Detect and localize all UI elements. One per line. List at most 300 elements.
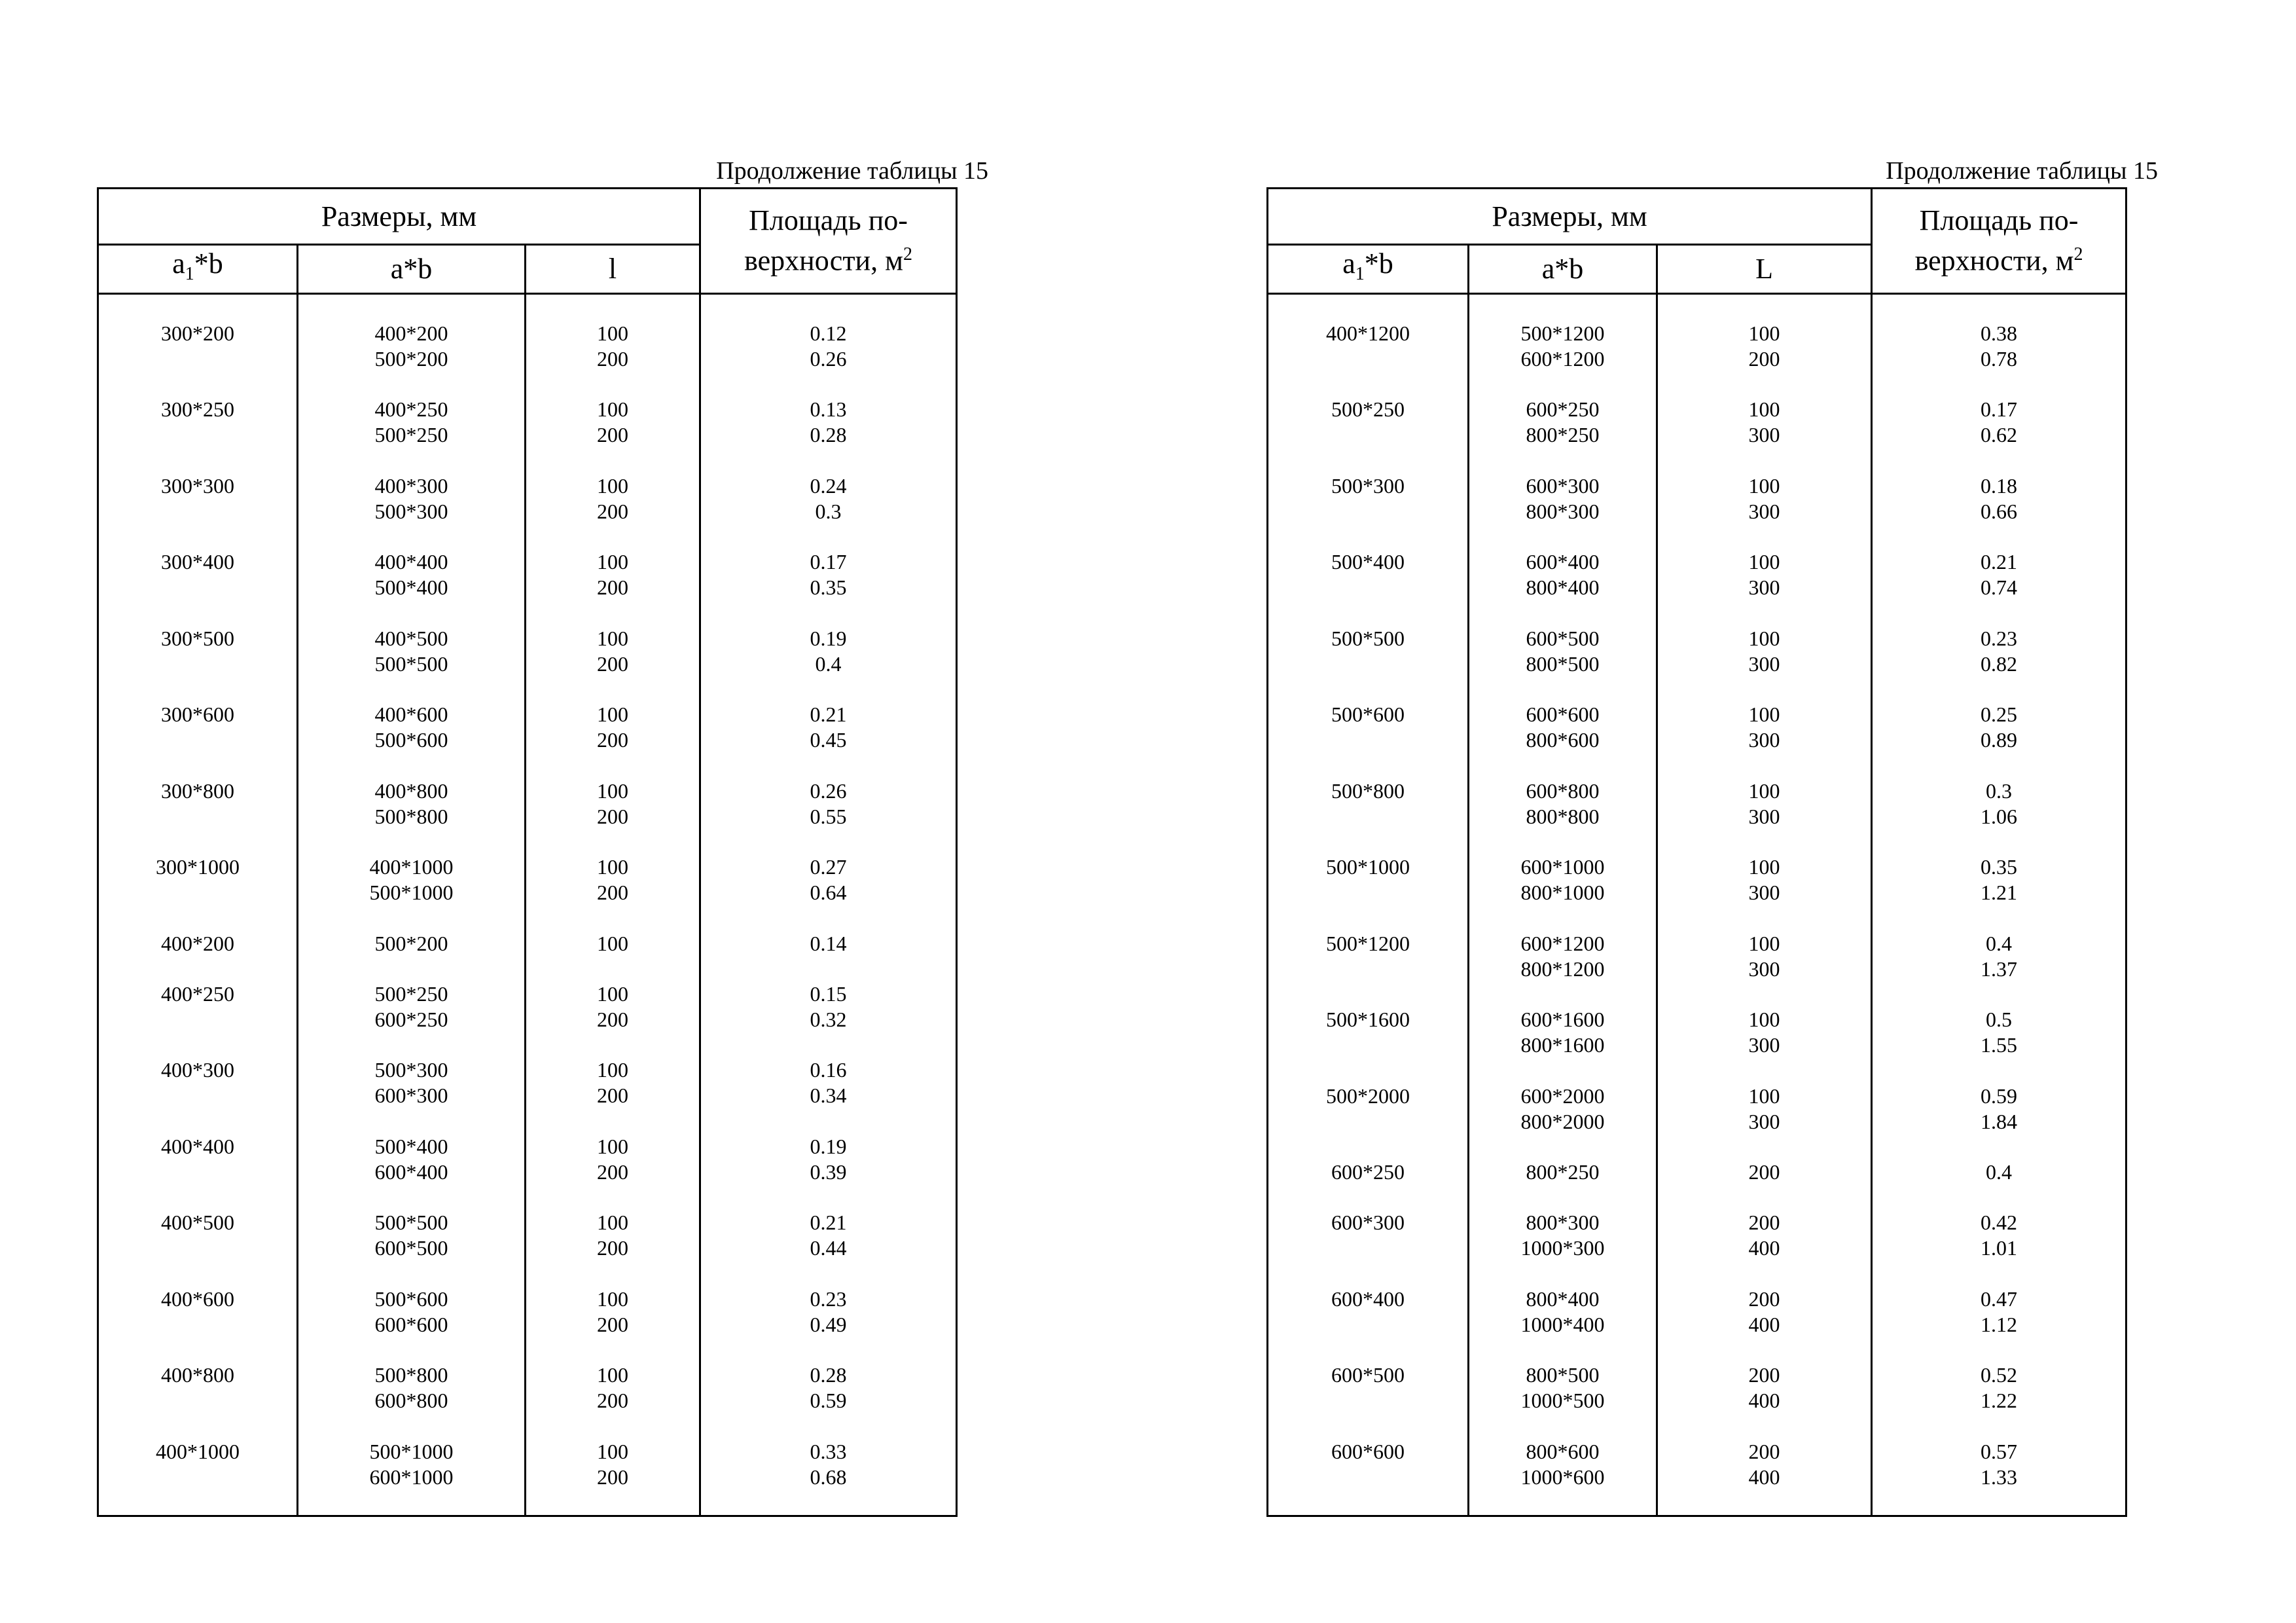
header-area-line1: Площадь по- xyxy=(749,204,908,237)
table-row-group xyxy=(1658,778,1871,855)
cell-ab: 500*400 xyxy=(374,575,448,600)
cell-area: 0.28 xyxy=(810,1363,847,1387)
cell-area: 0.33 xyxy=(810,1439,847,1463)
table-row-group xyxy=(1658,1007,1871,1084)
cell-l: 200 xyxy=(597,423,628,447)
cell-ab: 800*600 xyxy=(1526,728,1600,752)
cell-ab: 1000*500 xyxy=(1520,1389,1605,1413)
cell-l: 100 xyxy=(1748,473,1780,498)
cell-a1b: 500*1600 xyxy=(1326,1008,1410,1032)
table-row-group xyxy=(1658,626,1871,702)
cell-ab: 600*1200 xyxy=(1520,346,1605,371)
table-row-group xyxy=(1658,549,1871,626)
cell-l: 100 xyxy=(1748,550,1780,574)
table-row-group xyxy=(1658,397,1871,473)
table-caption: Продолжение таблицы 15 xyxy=(1886,157,2158,185)
col-l xyxy=(1657,293,1872,1516)
table-row-group xyxy=(1469,626,1656,702)
col-area xyxy=(700,293,957,1516)
cell-a1b: 400*250 xyxy=(161,981,234,1006)
table-row-group xyxy=(1268,1210,1467,1286)
cell-area: 0.4 xyxy=(1986,1160,2013,1184)
cell-l: 100 xyxy=(597,321,628,345)
cell-area: 0.34 xyxy=(810,1084,847,1108)
cell-l: 100 xyxy=(597,1058,628,1082)
cell-l: 200 xyxy=(597,651,628,676)
cell-ab: 800*400 xyxy=(1526,575,1600,600)
cell-l: 100 xyxy=(597,702,628,727)
cell-ab: 500*800 xyxy=(374,804,448,828)
cell-l: 100 xyxy=(1748,778,1780,803)
cell-l: 200 xyxy=(597,1007,628,1031)
cell-a1b: 600*250 xyxy=(1331,1160,1405,1184)
header-area-sup: 2 xyxy=(2073,244,2083,265)
table-row-group xyxy=(99,1057,296,1134)
cell-area: 0.68 xyxy=(810,1465,847,1489)
table-row-group xyxy=(1469,473,1656,550)
cell-area: 0.39 xyxy=(810,1159,847,1184)
cell-area: 0.16 xyxy=(810,1058,847,1082)
cell-area: 0.23 xyxy=(1981,626,2018,650)
table-row-group xyxy=(1873,1007,2125,1084)
cell-l: 300 xyxy=(1748,728,1780,752)
table-row-group xyxy=(99,1362,296,1439)
table-row-group xyxy=(701,549,956,626)
table-row-group xyxy=(99,1210,296,1286)
col-l xyxy=(526,293,700,1516)
table-row-group xyxy=(1469,854,1656,931)
table-row-group xyxy=(1873,397,2125,473)
table-row-group xyxy=(1469,702,1656,778)
table-row-group xyxy=(298,473,524,550)
cell-l: 200 xyxy=(597,499,628,523)
cell-area: 0.26 xyxy=(810,346,847,371)
table-row-group xyxy=(1268,702,1467,778)
cell-a1b: 500*1000 xyxy=(1326,855,1410,879)
right-table xyxy=(1266,187,2127,1517)
table-row-group xyxy=(99,931,296,981)
col-a1b xyxy=(1268,293,1469,1516)
cell-area: 0.17 xyxy=(810,550,847,574)
cell-l: 200 xyxy=(597,1084,628,1108)
table-row-group xyxy=(1658,1362,1871,1439)
cell-l: 100 xyxy=(597,981,628,1006)
table-row-group xyxy=(99,397,296,473)
table-row-group xyxy=(99,1286,296,1363)
cell-l: 200 xyxy=(1748,346,1780,371)
cell-ab: 800*1200 xyxy=(1520,957,1605,981)
table-row-group xyxy=(1873,702,2125,778)
cell-area: 0.66 xyxy=(1981,499,2018,523)
table-row-group xyxy=(526,778,699,855)
cell-l: 200 xyxy=(597,804,628,828)
table-row-group xyxy=(1469,321,1656,397)
cell-l: 300 xyxy=(1748,881,1780,905)
cell-a1b: 400*1000 xyxy=(156,1439,240,1463)
cell-ab: 800*1600 xyxy=(1520,1033,1605,1057)
cell-area: 1.33 xyxy=(1981,1465,2018,1489)
cell-area: 0.38 xyxy=(1981,321,2018,345)
cell-area: 0.42 xyxy=(1981,1211,2018,1235)
table-row-group xyxy=(1268,931,1467,1008)
table-row-group xyxy=(526,931,699,981)
header-area-sup: 2 xyxy=(903,244,912,265)
table-row-group xyxy=(1268,626,1467,702)
header-area-line1: Площадь по- xyxy=(1919,204,2079,237)
cell-ab: 500*600 xyxy=(374,1286,448,1311)
cell-l: 200 xyxy=(597,1465,628,1489)
table-row-group xyxy=(298,778,524,855)
header-area xyxy=(700,189,957,294)
table-row-group xyxy=(701,321,956,397)
cell-l: 200 xyxy=(597,1312,628,1336)
table-row-group xyxy=(701,473,956,550)
table-row-group xyxy=(1268,549,1467,626)
table-row-group xyxy=(1658,473,1871,550)
cell-l: 200 xyxy=(597,346,628,371)
col-area xyxy=(1872,293,2126,1516)
table-row-group xyxy=(701,854,956,931)
cell-ab: 600*300 xyxy=(1526,473,1600,498)
cell-l: 200 xyxy=(597,728,628,752)
cell-ab: 400*400 xyxy=(374,550,448,574)
cell-ab: 500*500 xyxy=(374,1211,448,1235)
table-row-group xyxy=(298,702,524,778)
cell-area: 0.57 xyxy=(1981,1439,2018,1463)
table-row-group xyxy=(1658,1084,1871,1160)
table-row-group xyxy=(701,778,956,855)
table-row-group xyxy=(526,1210,699,1286)
cell-l: 300 xyxy=(1748,1033,1780,1057)
cell-ab: 500*400 xyxy=(374,1134,448,1158)
header-area xyxy=(1872,189,2126,294)
cell-area: 0.55 xyxy=(810,804,847,828)
table-row-group xyxy=(1268,778,1467,855)
header-ab: a*b xyxy=(1469,245,1657,294)
cell-l: 200 xyxy=(1748,1439,1780,1463)
table-row-group xyxy=(298,397,524,473)
cell-a1b: 300*200 xyxy=(161,321,234,345)
cell-ab: 500*1000 xyxy=(369,1439,454,1463)
table-row-group xyxy=(1469,549,1656,626)
table-row-group xyxy=(1873,1159,2125,1210)
cell-l: 300 xyxy=(1748,499,1780,523)
table-row-group xyxy=(298,981,524,1058)
cell-l: 400 xyxy=(1748,1389,1780,1413)
cell-area: 0.3 xyxy=(1986,778,2013,803)
table-row-group xyxy=(701,1210,956,1286)
cell-area: 0.24 xyxy=(810,473,847,498)
cell-area: 0.28 xyxy=(810,423,847,447)
table-row-group xyxy=(99,321,296,397)
cell-a1b: 600*500 xyxy=(1331,1363,1405,1387)
cell-a1b: 400*1200 xyxy=(1326,321,1410,345)
cell-area: 0.5 xyxy=(1986,1008,2013,1032)
table-row-group xyxy=(1268,1007,1467,1084)
table-row-group xyxy=(701,931,956,981)
table-row-group xyxy=(701,1286,956,1363)
cell-ab: 500*250 xyxy=(374,423,448,447)
col-ab xyxy=(1469,293,1657,1516)
cell-l: 100 xyxy=(597,1439,628,1463)
cell-a1b: 300*300 xyxy=(161,473,234,498)
table-row-group xyxy=(526,321,699,397)
table-row-group xyxy=(99,981,296,1058)
cell-area: 0.4 xyxy=(1986,931,2013,955)
header-area-line2: верхности, м xyxy=(744,244,903,277)
cell-ab: 1000*400 xyxy=(1520,1312,1605,1336)
cell-l: 100 xyxy=(597,931,628,955)
cell-area: 0.26 xyxy=(810,778,847,803)
cell-ab: 400*600 xyxy=(374,702,448,727)
cell-ab: 800*300 xyxy=(1526,1211,1600,1235)
table-row-group xyxy=(1268,321,1467,397)
cell-l: 400 xyxy=(1748,1312,1780,1336)
col-ab xyxy=(298,293,526,1516)
cell-l: 100 xyxy=(1748,321,1780,345)
cell-ab: 800*250 xyxy=(1526,1160,1600,1184)
cell-l: 200 xyxy=(1748,1363,1780,1387)
cell-ab: 500*600 xyxy=(374,728,448,752)
cell-l: 100 xyxy=(1748,1008,1780,1032)
table-row-group xyxy=(526,702,699,778)
cell-ab: 500*300 xyxy=(374,1058,448,1082)
table-row-group xyxy=(526,473,699,550)
table-row-group xyxy=(1658,1210,1871,1286)
header-l: l xyxy=(526,245,700,294)
col-a1b xyxy=(98,293,298,1516)
cell-l: 100 xyxy=(597,1211,628,1235)
cell-a1b: 300*600 xyxy=(161,702,234,727)
cell-l: 200 xyxy=(1748,1211,1780,1235)
cell-a1b: 400*200 xyxy=(161,931,234,955)
cell-area: 0.52 xyxy=(1981,1363,2018,1387)
table-row-group xyxy=(298,854,524,931)
header-a1b: $a_1*b$ xyxy=(98,245,298,294)
cell-l: 100 xyxy=(1748,1084,1780,1108)
table-row-group xyxy=(298,1057,524,1134)
table-row-group xyxy=(1873,321,2125,397)
cell-ab: 800*600 xyxy=(1526,1439,1600,1463)
cell-l: 100 xyxy=(597,626,628,650)
cell-l: 100 xyxy=(597,397,628,422)
cell-area: 1.06 xyxy=(1981,804,2018,828)
cell-a1b: 600*400 xyxy=(1331,1286,1405,1311)
cell-ab: 600*800 xyxy=(1526,778,1600,803)
cell-area: 1.22 xyxy=(1981,1389,2018,1413)
cell-l: 400 xyxy=(1748,1236,1780,1260)
cell-area: 0.74 xyxy=(1981,575,2018,600)
cell-ab: 600*800 xyxy=(374,1389,448,1413)
cell-area: 0.35 xyxy=(810,575,847,600)
table-row-group xyxy=(1873,778,2125,855)
table-row-group xyxy=(1268,1084,1467,1160)
cell-ab: 600*1600 xyxy=(1520,1008,1605,1032)
table-row-group xyxy=(1469,1439,1656,1516)
table-row-group xyxy=(1873,1210,2125,1286)
table-row-group xyxy=(298,1439,524,1516)
table-row-group xyxy=(1469,778,1656,855)
cell-ab: 400*800 xyxy=(374,778,448,803)
cell-area: 1.01 xyxy=(1981,1236,2018,1260)
cell-a1b: 400*500 xyxy=(161,1211,234,1235)
table-row-group xyxy=(298,626,524,702)
cell-l: 100 xyxy=(1748,397,1780,422)
table-row-group xyxy=(526,1362,699,1439)
table-row-group xyxy=(99,626,296,702)
table-row-group xyxy=(298,931,524,981)
cell-a1b: 500*250 xyxy=(1331,397,1405,422)
table-row-group xyxy=(1268,1286,1467,1363)
cell-ab: 600*1000 xyxy=(369,1465,454,1489)
cell-ab: 500*1200 xyxy=(1520,321,1605,345)
table-row-group xyxy=(298,1134,524,1211)
cell-a1b: 600*300 xyxy=(1331,1211,1405,1235)
cell-area: 0.47 xyxy=(1981,1286,2018,1311)
table-row-group xyxy=(1873,854,2125,931)
cell-ab: 600*400 xyxy=(374,1159,448,1184)
table-row-group xyxy=(298,549,524,626)
table-row-group xyxy=(701,1134,956,1211)
cell-l: 100 xyxy=(597,1286,628,1311)
cell-ab: 400*1000 xyxy=(369,855,454,879)
cell-l: 100 xyxy=(1748,702,1780,727)
table-row-group xyxy=(1658,1159,1871,1210)
cell-area: 0.32 xyxy=(810,1007,847,1031)
cell-a1b: 500*300 xyxy=(1331,473,1405,498)
cell-area: 0.21 xyxy=(1981,550,2018,574)
cell-area: 0.45 xyxy=(810,728,847,752)
cell-area: 0.18 xyxy=(1981,473,2018,498)
table-row-group xyxy=(701,1439,956,1516)
cell-ab: 800*500 xyxy=(1526,1363,1600,1387)
cell-area: 1.84 xyxy=(1981,1109,2018,1133)
table-row-group xyxy=(1268,397,1467,473)
cell-l: 100 xyxy=(597,1363,628,1387)
cell-ab: 600*300 xyxy=(374,1084,448,1108)
cell-area: 0.19 xyxy=(810,1134,847,1158)
cell-l: 100 xyxy=(597,473,628,498)
cell-area: 1.21 xyxy=(1981,881,2018,905)
table-row-group xyxy=(1658,1439,1871,1516)
cell-area: 0.14 xyxy=(810,931,847,955)
cell-ab: 600*1200 xyxy=(1520,931,1605,955)
cell-l: 100 xyxy=(597,855,628,879)
cell-ab: 500*300 xyxy=(374,499,448,523)
cell-area: 0.49 xyxy=(810,1312,847,1336)
cell-l: 300 xyxy=(1748,575,1780,600)
table-row-group xyxy=(1268,1159,1467,1210)
table-row-group xyxy=(1268,1439,1467,1516)
table-row-group xyxy=(1873,549,2125,626)
cell-a1b: 400*600 xyxy=(161,1286,234,1311)
table-row-group xyxy=(298,1362,524,1439)
cell-area: 0.13 xyxy=(810,397,847,422)
cell-ab: 500*1000 xyxy=(369,881,454,905)
table-row-group xyxy=(1873,1362,2125,1439)
cell-area: 0.17 xyxy=(1981,397,2018,422)
table-row-group xyxy=(99,549,296,626)
table-row-group xyxy=(526,397,699,473)
table-row-group xyxy=(526,1286,699,1363)
table-row-group xyxy=(1873,1439,2125,1516)
cell-ab: 500*200 xyxy=(374,346,448,371)
cell-ab: 800*2000 xyxy=(1520,1109,1605,1133)
cell-a1b: 500*800 xyxy=(1331,778,1405,803)
cell-a1b: 300*500 xyxy=(161,626,234,650)
cell-area: 0.21 xyxy=(810,1211,847,1235)
cell-ab: 600*500 xyxy=(1526,626,1600,650)
table-row-group xyxy=(1268,854,1467,931)
cell-a1b: 400*800 xyxy=(161,1363,234,1387)
table-row-group xyxy=(1658,702,1871,778)
cell-ab: 800*400 xyxy=(1526,1286,1600,1311)
table-row-group xyxy=(99,473,296,550)
cell-ab: 600*1000 xyxy=(1520,855,1605,879)
table-row-group xyxy=(298,321,524,397)
cell-ab: 600*600 xyxy=(1526,702,1600,727)
table-row-group xyxy=(1268,1362,1467,1439)
header-dimensions: Размеры, мм xyxy=(98,189,700,245)
table-row-group xyxy=(1469,1084,1656,1160)
cell-area: 0.27 xyxy=(810,855,847,879)
cell-area: 0.44 xyxy=(810,1236,847,1260)
cell-l: 100 xyxy=(597,778,628,803)
cell-area: 1.37 xyxy=(1981,957,2018,981)
table-row-group xyxy=(701,1362,956,1439)
cell-area: 0.23 xyxy=(810,1286,847,1311)
cell-a1b: 500*400 xyxy=(1331,550,1405,574)
header-l: L xyxy=(1657,245,1872,294)
cell-l: 100 xyxy=(597,1134,628,1158)
table-row-group xyxy=(1873,1084,2125,1160)
table-row-group xyxy=(1469,397,1656,473)
table-row-group xyxy=(1469,1007,1656,1084)
cell-ab: 500*500 xyxy=(374,651,448,676)
table-row-group xyxy=(1658,321,1871,397)
header-ab: a*b xyxy=(298,245,526,294)
table-row-group xyxy=(526,549,699,626)
cell-area: 0.59 xyxy=(810,1389,847,1413)
table-row-group xyxy=(1658,1286,1871,1363)
table-row-group xyxy=(526,1439,699,1516)
cell-a1b: 500*600 xyxy=(1331,702,1405,727)
table-row-group xyxy=(701,1057,956,1134)
cell-area: 1.12 xyxy=(1981,1312,2018,1336)
header-area-line2: верхности, м xyxy=(1914,244,2074,277)
cell-area: 0.15 xyxy=(810,981,847,1006)
table-row-group xyxy=(99,854,296,931)
header-dimensions: Размеры, мм xyxy=(1268,189,1872,245)
table-row-group xyxy=(1873,626,2125,702)
cell-a1b: 300*800 xyxy=(161,778,234,803)
cell-a1b: 500*2000 xyxy=(1326,1084,1410,1108)
table-row-group xyxy=(701,626,956,702)
cell-l: 200 xyxy=(597,1236,628,1260)
table-row-group xyxy=(1469,1286,1656,1363)
table-row-group xyxy=(526,1057,699,1134)
table-row-group xyxy=(1873,931,2125,1008)
cell-ab: 500*250 xyxy=(374,981,448,1006)
cell-ab: 800*300 xyxy=(1526,499,1600,523)
cell-a1b: 400*400 xyxy=(161,1134,234,1158)
cell-area: 0.4 xyxy=(815,651,842,676)
cell-l: 100 xyxy=(597,550,628,574)
cell-ab: 400*500 xyxy=(374,626,448,650)
table-row-group xyxy=(701,397,956,473)
cell-ab: 800*500 xyxy=(1526,651,1600,676)
cell-ab: 400*300 xyxy=(374,473,448,498)
